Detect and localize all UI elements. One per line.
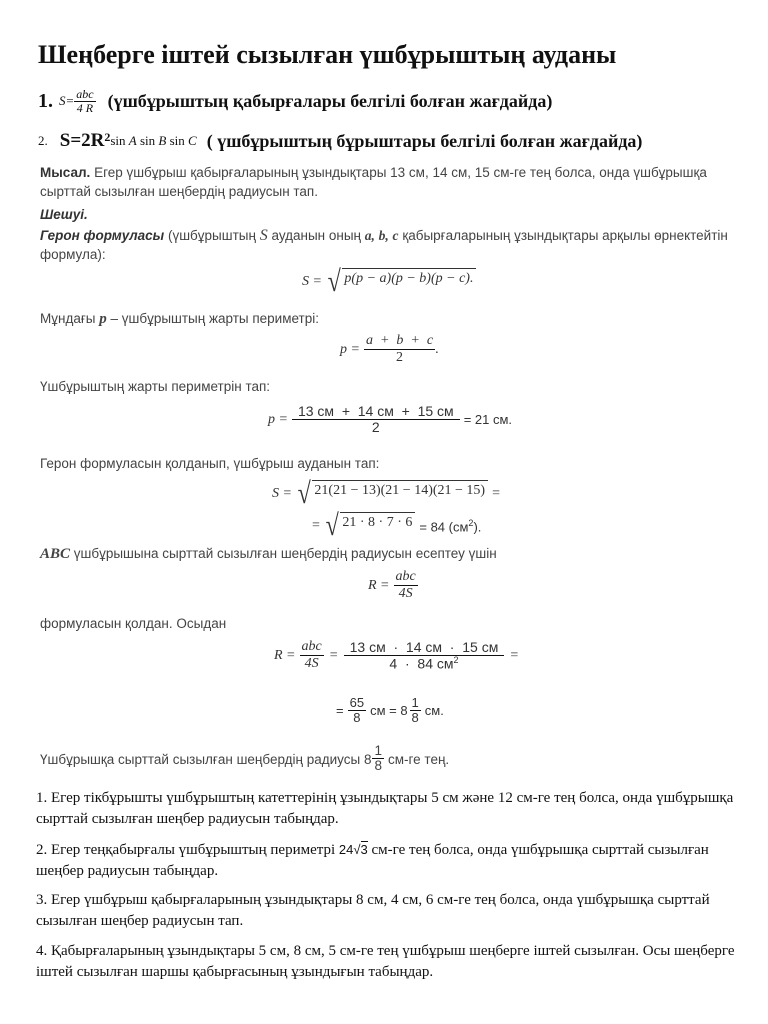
heron-var-s: S — [259, 227, 268, 244]
area2-result-text — [419, 518, 481, 534]
r-calc-fraction-1 — [300, 640, 324, 671]
p-calc-result: = 21 см. — [463, 412, 513, 428]
solution-label: Шешуі. — [40, 207, 88, 222]
heron-formula-radicand: p(p − a)(p − b)(p − c). — [342, 268, 476, 296]
formula-1 — [38, 88, 552, 115]
formula-1-fraction — [74, 88, 95, 115]
area2-radicand: 21 · 8 · 7 · 6 — [340, 512, 415, 540]
r-calc-fraction-2 — [344, 640, 505, 672]
r-calculation — [274, 640, 518, 672]
r-calc-denominator-2: 4 · 84 см — [389, 655, 454, 672]
r-result-eq: = — [336, 702, 344, 718]
r-calc-lhs: R = — [274, 647, 296, 663]
heron-formula — [302, 265, 476, 298]
formula-2 — [38, 130, 642, 152]
heron-formula-lhs: S = — [302, 274, 322, 289]
formula-1-denominator: 4 R — [76, 100, 94, 115]
formula-2-sines — [110, 133, 196, 149]
answer-denominator: 8 — [374, 758, 382, 774]
radius-text: үшбұрышына сырттай сызылған шеңбердің радиусын есептеу үшін — [73, 546, 497, 561]
heron-label: Герон формуласы — [40, 228, 165, 243]
radius-intro — [40, 544, 497, 564]
p-text-2: – үшбұрыштың жарты периметрі: — [110, 311, 319, 326]
r-result-mid: см = 8 — [370, 702, 408, 718]
p-calc-numerator: 13 см + 14 см + 15 см — [292, 404, 460, 420]
heron-text-3: қабырғаларының ұзындықтары арқылы өрнектейтін формула): — [40, 228, 728, 262]
heron-var-a: a, — [364, 228, 375, 243]
task-2-number: 24 — [338, 842, 354, 857]
r-calc-denominator-2-wrap — [387, 656, 460, 672]
answer-fraction — [372, 744, 384, 774]
answer-end: см-ге тең. — [388, 751, 450, 767]
r-result-mixed-numerator: 1 — [411, 695, 419, 710]
find-p-text: Үшбұрыштың жарты периметрін тап: — [40, 379, 271, 394]
formula-2-exponent: 2 — [104, 129, 111, 144]
area-formula — [272, 477, 500, 510]
p-formula-end: . — [435, 341, 439, 357]
area2-sqrt: √ 21 · 8 · 7 · 6 — [324, 512, 415, 540]
task-3: 3. Егер үшбұрыш қабырғаларының ұзындықтары 8 см, 4 см, 6 см-ге тең болса, онда үшбұрышқа сырттай сызылған шеңбер радиусын тап. — [36, 892, 710, 929]
formula-2-condition: ( үшбұрыштың бұрыштары белгілі болған жағдайда) — [206, 130, 643, 151]
formula-2-sin-c-label: sin — [169, 133, 189, 148]
answer-numerator: 1 — [374, 743, 382, 758]
p-formula-numerator: a + b + c — [365, 333, 434, 348]
task-2-pre: 2. Егер теңқабырғалы үшбұрыштың периметрі — [36, 842, 336, 858]
p-formula-fraction — [364, 334, 435, 365]
p-calc-denominator: 2 — [371, 418, 380, 435]
p-definition — [40, 309, 319, 329]
heron-var-b: b, — [378, 228, 389, 243]
answer-line — [40, 744, 449, 774]
r-result-denominator: 8 — [353, 709, 361, 725]
p-calculation — [268, 404, 512, 435]
formula-2-lhs: S=2R — [59, 130, 105, 151]
task-2-post: см-ге тең болса, онда үшбұрышқа сырттай сызылған шеңбер радиусын табыңдар. — [36, 842, 709, 879]
formula-1-lhs: S= — [59, 93, 75, 109]
task-1: 1. Егер тікбұрышты үшбұрыштың катеттерінің ұзындықтары 5 см және 12 см-ге тең болса, онда үшбұрышқа сырттай сызылған шеңбер радиусын табыңдар. — [36, 790, 734, 827]
area-result — [312, 509, 482, 542]
heron-var-c: c — [392, 228, 399, 243]
formula-2-angle-b: B — [158, 133, 167, 148]
abc-name: ABC — [40, 546, 71, 562]
r-result-end: см. — [424, 702, 444, 718]
area-lhs: S = — [272, 486, 292, 501]
p-formula-denominator: 2 — [396, 349, 403, 365]
area-eq: = — [492, 486, 500, 501]
task-2-root-sign: √ — [353, 842, 361, 857]
task-2-root: 3 — [360, 842, 368, 857]
area2-result-end: ). — [473, 519, 482, 535]
r-formula-denominator: 4S — [398, 585, 413, 601]
formula-1-number: 1. — [38, 89, 53, 112]
area-radicand: 21(21 − 13)(21 − 14)(21 − 15) — [312, 480, 488, 508]
heron-intro — [40, 226, 740, 264]
example-text: Егер үшбұрыш қабырғаларының ұзындықтары 13 см, 14 см, 15 см-ге тең болса, онда үшбұрышқа сырттай сызылған шеңбердің радиусын тап. — [40, 165, 707, 199]
r-result-mixed-fraction — [410, 696, 421, 725]
example-label: Мысал. — [40, 165, 91, 180]
formula-2-sin-a-label: sin — [110, 133, 129, 148]
formula-1-condition: (үшбұрыштың қабырғалары белгілі болған жағдайда) — [107, 90, 553, 111]
r-formula — [368, 570, 418, 601]
heron-text-2: ауданын оның — [271, 228, 361, 243]
formula-2-sin-b-label: sin — [140, 133, 159, 148]
r-calc-numerator-2: 13 см · 14 см · 15 см — [344, 640, 505, 656]
find-area-text: Герон формуласын қолданып, үшбұрыш ауданын тап: — [40, 456, 380, 471]
heron-formula-sqrt: √ p(p − a)(p − b)(p − c). — [326, 268, 477, 296]
area-sqrt: √ 21(21 − 13)(21 − 14)(21 − 15) — [296, 480, 488, 508]
formula-1-numerator: abc — [76, 87, 94, 101]
r-calc-eq-2: = — [510, 647, 519, 663]
formula-2-angle-a: A — [128, 133, 137, 148]
task-2 — [36, 839, 736, 882]
r-result — [336, 696, 444, 725]
answer-text: Үшбұрышқа сырттай сызылған шеңбердің радиусы 8 — [40, 751, 372, 767]
r-result-fraction — [348, 696, 366, 725]
p-text-1: Мұндағы — [40, 311, 96, 326]
page-title: Шеңберге іштей сызылған үшбұрыштың ауданы — [38, 40, 617, 69]
r-calc-denominator-1: 4S — [304, 656, 319, 672]
r-calc-numerator-1: abc — [301, 639, 322, 655]
heron-text-1: (үшбұрыштың — [167, 228, 256, 243]
use-formula-text: формуласын қолдан. Осыдан — [40, 616, 227, 631]
area2-result-exponent: 2 — [468, 517, 474, 528]
p-formula — [340, 334, 439, 365]
p-var: p — [99, 311, 107, 327]
r-formula-numerator: abc — [395, 569, 416, 584]
p-formula-lhs: p = — [340, 341, 360, 357]
area2-result-value: = 84 (см — [419, 519, 469, 535]
formula-2-angle-c: C — [188, 133, 197, 148]
r-formula-fraction — [394, 570, 418, 601]
r-formula-lhs: R = — [368, 577, 390, 593]
r-result-numerator: 65 — [349, 695, 365, 710]
r-result-mixed-denominator: 8 — [411, 709, 419, 725]
task-4: 4. Қабырғаларының ұзындықтары 5 см, 8 см, 5 см-ге тең үшбұрыш шеңберге іштей сызылған. Осы шеңберге іштей сызылған шаршы қабырғасының ұзындығын табыңдар. — [36, 943, 735, 980]
r-calc-denominator-2-exponent: 2 — [453, 654, 459, 665]
example-problem — [40, 163, 740, 201]
area2-lhs: = — [312, 518, 320, 533]
p-calc-fraction — [292, 404, 460, 435]
r-calc-eq-1: = — [329, 647, 338, 663]
p-calc-lhs: p = — [268, 411, 288, 427]
formula-2-number: 2. — [38, 133, 48, 148]
